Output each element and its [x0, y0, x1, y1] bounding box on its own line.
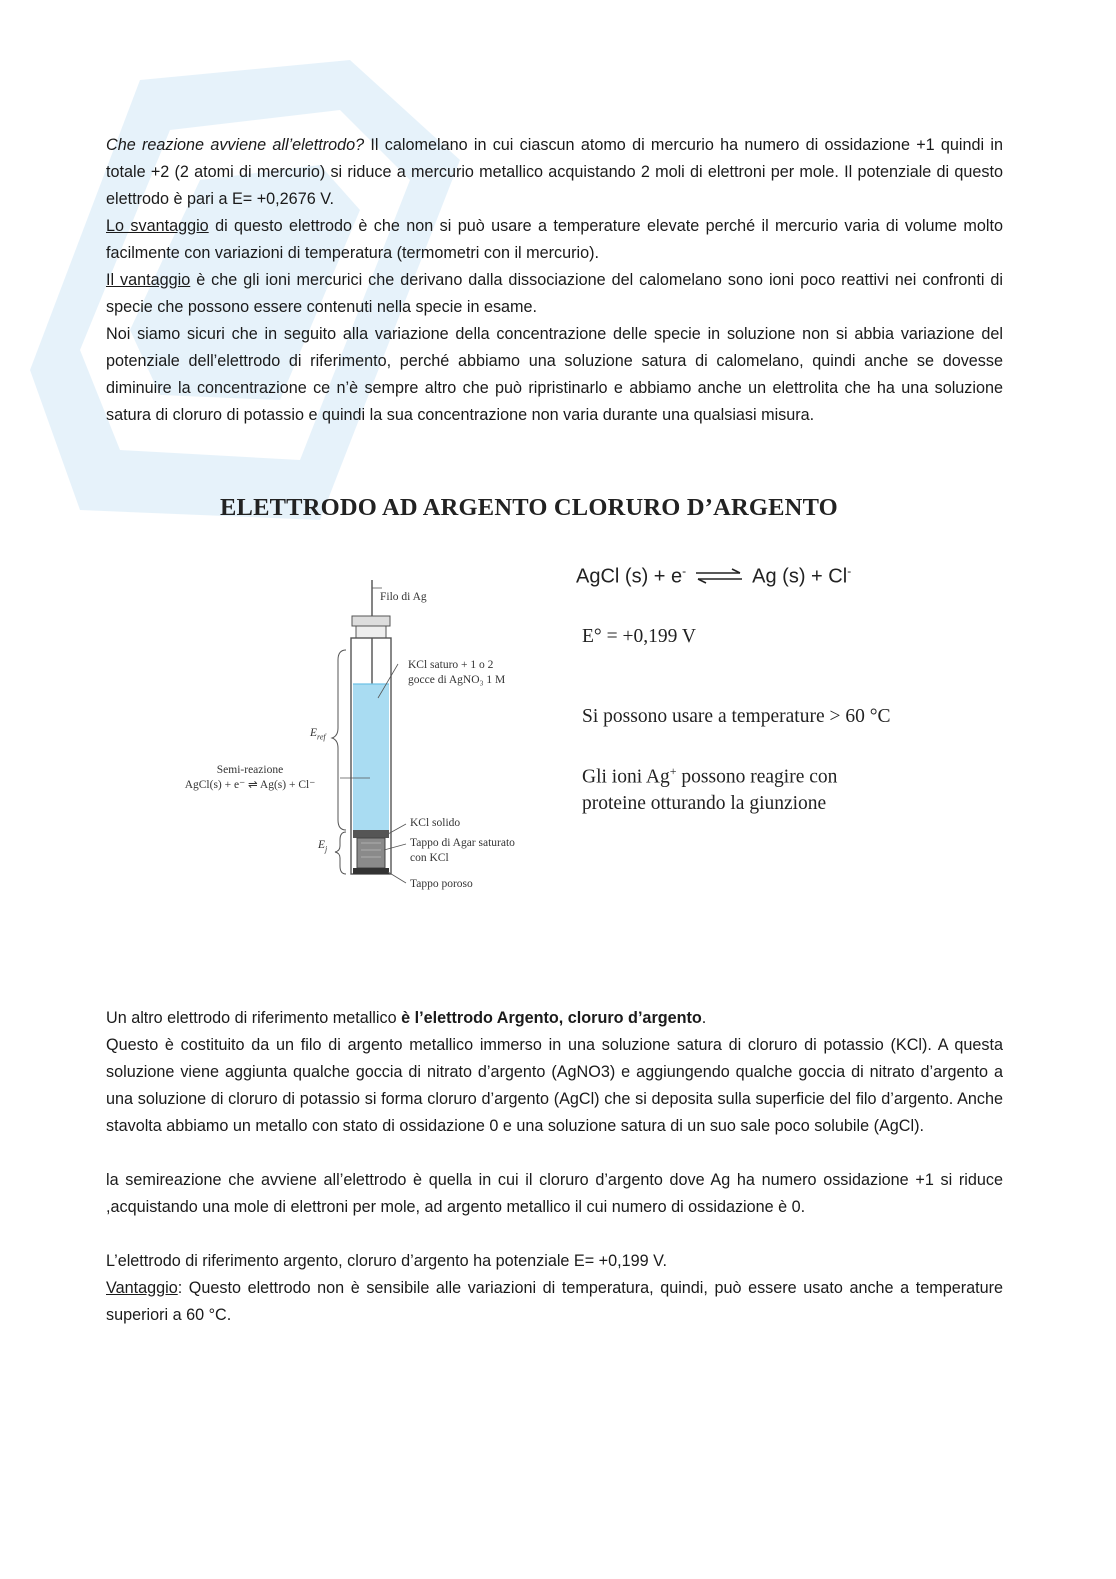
half-reaction-equation	[576, 564, 851, 589]
body-semireazione-paragraph: la semireazione che avviene all’elettrodo è quella in cui il cloruro d’argento dove Ag ha numero ossidazione +1 si riduce ,acquistando una mole di elettroni per mole, ad argento metallico il cui numero di ossidazione è 0.	[106, 1171, 1003, 1216]
label-filo: Filo di Ag	[380, 591, 427, 603]
svantaggio-paragraph	[106, 213, 1003, 267]
sicuri-paragraph: Noi siamo sicuri che in seguito alla variazione della concentrazione delle specie in soluzione non si abbia variazione del potenziale dell’elettrodo di riferimento, perché abbiamo una soluzione satura di calomelano, quindi anche se dovesse diminuire la concentrazione ce n’è sempre altro che può ripristinarlo e abbiamo anche un elettrolita che ha una soluzione satura di cloruro di potassio e quindi la sua concentrazione non varia durante una qualsiasi misura.	[106, 325, 1003, 424]
body-vantaggio-paragraph: Vantaggio: Questo elettrodo non è sensibile alle variazioni di temperatura, quindi, può essere usato anche a temperature superiori a 60 °C.	[106, 1279, 1003, 1324]
vantaggio-text: è che gli ioni mercurici che derivano dalla dissociazione del calomelano sono ioni poco reattivi nei confronti di specie che possono essere contenuti nella specie in esame.	[106, 271, 1003, 316]
intro-text: Il calomelano in cui ciascun atomo di mercurio ha numero di ossidazione +1 quindi in totale +2 (2 atomi di mercurio) si riduce a mercurio metallico acquistando 2 moli di elettroni per mole. Il potenziale di questo elettrodo è pari a E= +0,2676 V.	[106, 136, 1003, 208]
vantaggio-label: Il vantaggio	[106, 271, 191, 289]
body-potential-paragraph: L’elettrodo di riferimento argento, cloruro d’argento ha potenziale E= +0,199 V.	[106, 1252, 667, 1270]
svantaggio-label: Lo svantaggio	[106, 217, 209, 235]
figure-title: ELETTRODO AD ARGENTO CLORURO D’ARGENTO	[220, 494, 838, 521]
svantaggio-text: di questo elettrodo è che non si può usare a temperature elevate perché il mercurio varia di volume molto facilmente con variazioni di temperatura (termometri con il mercurio).	[106, 217, 1003, 262]
body-vantaggio-label: Vantaggio	[106, 1279, 178, 1297]
label-kcl-saturo: KCl saturo + 1 o 2 gocce di AgNO₃ 1 M	[408, 659, 506, 686]
standard-potential: E° = +0,199 V	[582, 626, 696, 647]
electrode-figure	[160, 488, 960, 908]
body-description-paragraph: Questo è costituito da un filo di argento metallico immerso in una soluzione satura di cloruro di potassio (KCl). A questa soluzione viene aggiunta qualche goccia di nitrato d’argento (AgNO3) e aggiungendo qualche goccia di nitrato d’argento a una soluzione di cloruro di potassio si forma cloruro d’argento (AgCl) che si deposita sulla superficie del filo d’argento. Anche stavolta abbiamo un metallo con stato di ossidazione 0 e una soluzione satura di un suo sale poco solubile (AgCl).	[106, 1036, 1003, 1135]
label-semireazione: Semi-reazione AgCl(s) + e⁻ ⇌ Ag(s) + Cl⁻	[184, 764, 316, 791]
vantaggio-paragraph	[106, 267, 1003, 321]
label-kcl-solido: KCl solido	[410, 817, 461, 829]
label-tappo-poroso: Tappo poroso	[410, 878, 473, 890]
intro-question: Che reazione avviene all’elettrodo?	[106, 136, 365, 154]
equilibrium-arrows-icon	[694, 568, 744, 584]
equation-right: Ag (s) + Cl-	[752, 564, 852, 588]
equation-left: AgCl (s) + e-	[576, 564, 687, 588]
temperature-note: Si possono usare a temperature > 60 °C	[582, 706, 891, 727]
body-bold-phrase: è l’elettrodo Argento, cloruro d’argento	[401, 1009, 702, 1027]
label-eref: $E_{ref}$	[310, 727, 326, 742]
intro-paragraph	[106, 132, 1003, 213]
label-ej: $E_j$	[318, 839, 328, 854]
ions-note: Gli ioni Ag+ possono reagire con proteine otturando la giunzione	[582, 764, 838, 814]
label-tappo-agar: Tappo di Agar saturato con KCl	[410, 837, 515, 864]
body-intro-paragraph: Un altro elettrodo di riferimento metallico è l’elettrodo Argento, cloruro d’argento.	[106, 1009, 707, 1027]
